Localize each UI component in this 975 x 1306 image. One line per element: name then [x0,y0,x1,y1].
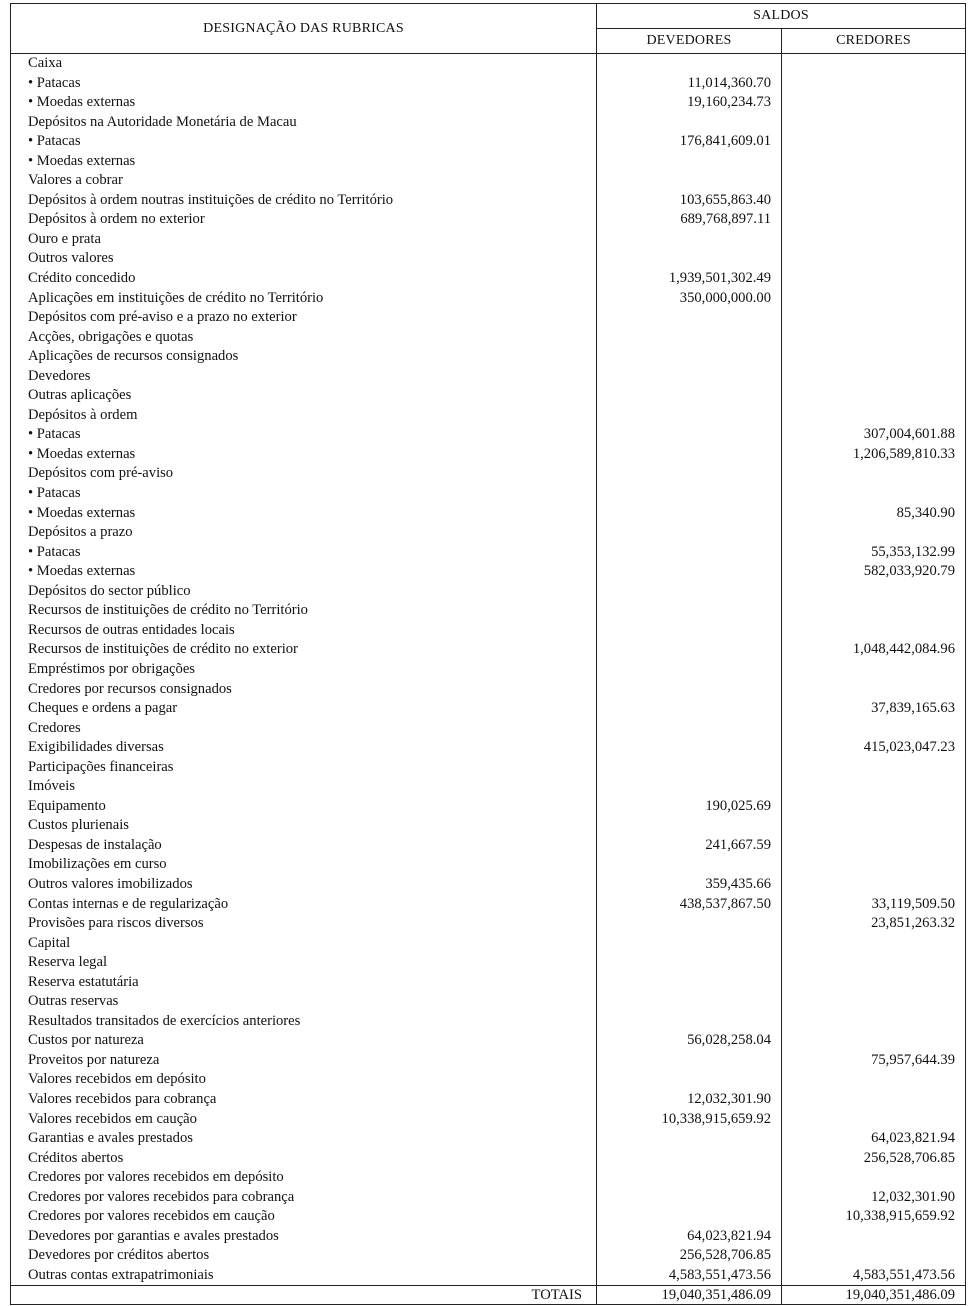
table-row [11,992,966,1012]
row-label: Outros valores [11,249,597,269]
row-label: Depósitos com pré-aviso [11,464,597,484]
table-row [11,914,966,934]
table-row [11,1031,966,1051]
table-row [11,1266,966,1286]
table-row [11,230,966,250]
row-credores [782,797,966,817]
row-devedores [597,1012,782,1032]
row-credores [782,1070,966,1090]
row-devedores [597,621,782,641]
row-credores [782,484,966,504]
row-devedores [597,1129,782,1149]
table-row [11,621,966,641]
row-label: Créditos abertos [11,1149,597,1169]
table-row [11,347,966,367]
row-label: Acções, obrigações e quotas [11,328,597,348]
row-credores: 10,338,915,659.92 [782,1207,966,1227]
row-label: Exigibilidades diversas [11,738,597,758]
row-credores [782,289,966,309]
row-label: Reserva legal [11,953,597,973]
table-row [11,855,966,875]
row-devedores [597,1168,782,1188]
row-devedores: 10,338,915,659.92 [597,1110,782,1130]
row-label: Depósitos a prazo [11,523,597,543]
row-label: Imóveis [11,777,597,797]
row-label: Depósitos na Autoridade Monetária de Macau [11,113,597,133]
table-row [11,953,966,973]
table-row [11,895,966,915]
row-devedores [597,660,782,680]
row-label: Depósitos do sector público [11,582,597,602]
row-label: • Moedas externas [11,93,597,113]
row-devedores: 256,528,706.85 [597,1246,782,1266]
row-devedores [597,386,782,406]
table-row [11,425,966,445]
row-credores [782,934,966,954]
row-credores [782,660,966,680]
table-row [11,758,966,778]
row-devedores: 103,655,863.40 [597,191,782,211]
row-credores [782,855,966,875]
table-row [11,523,966,543]
row-credores: 55,353,132.99 [782,543,966,563]
row-devedores [597,1149,782,1169]
table-row [11,93,966,113]
header-credores: CREDORES [782,29,966,54]
row-credores [782,1031,966,1051]
row-devedores [597,601,782,621]
row-label: Credores por valores recebidos em caução [11,1207,597,1227]
row-label: Outras contas extrapatrimoniais [11,1266,597,1286]
row-devedores [597,54,782,74]
row-label: Imobilizações em curso [11,855,597,875]
row-devedores [597,347,782,367]
row-credores [782,1246,966,1266]
row-devedores [597,249,782,269]
row-credores [782,113,966,133]
row-label: • Patacas [11,74,597,94]
row-label: • Moedas externas [11,562,597,582]
row-devedores [597,699,782,719]
table-row [11,1188,966,1208]
row-credores [782,1012,966,1032]
row-devedores [597,680,782,700]
row-devedores [597,992,782,1012]
row-label: Aplicações em instituições de crédito no Território [11,289,597,309]
row-devedores: 241,667.59 [597,836,782,856]
row-devedores [597,328,782,348]
row-label: • Patacas [11,132,597,152]
row-label: Depósitos à ordem [11,406,597,426]
row-label: Depósitos à ordem no exterior [11,210,597,230]
row-devedores: 12,032,301.90 [597,1090,782,1110]
row-credores [782,152,966,172]
row-devedores: 359,435.66 [597,875,782,895]
row-credores [782,328,966,348]
row-credores: 12,032,301.90 [782,1188,966,1208]
table-row [11,738,966,758]
row-devedores [597,367,782,387]
row-devedores [597,504,782,524]
balance-table [10,3,966,1305]
row-credores [782,367,966,387]
table-row [11,249,966,269]
row-devedores: 190,025.69 [597,797,782,817]
row-label: Provisões para riscos diversos [11,914,597,934]
row-devedores [597,582,782,602]
row-devedores [597,308,782,328]
row-credores [782,777,966,797]
table-row [11,816,966,836]
row-devedores [597,738,782,758]
row-credores [782,719,966,739]
table-row [11,386,966,406]
row-credores [782,1227,966,1247]
row-devedores: 4,583,551,473.56 [597,1266,782,1286]
row-devedores [597,113,782,133]
row-credores [782,132,966,152]
row-label: Valores recebidos para cobrança [11,1090,597,1110]
totals-credores: 19,040,351,486.09 [782,1286,966,1305]
row-devedores [597,543,782,563]
row-label: Ouro e prata [11,230,597,250]
row-devedores [597,484,782,504]
row-credores: 1,048,442,084.96 [782,640,966,660]
row-label: Valores recebidos em caução [11,1110,597,1130]
table-row [11,660,966,680]
header-designacao: DESIGNAÇÃO DAS RUBRICAS [11,4,597,54]
row-credores [782,406,966,426]
table-row [11,699,966,719]
row-credores: 33,119,509.50 [782,895,966,915]
row-credores [782,54,966,74]
table-row [11,1051,966,1071]
table-row [11,875,966,895]
row-credores: 582,033,920.79 [782,562,966,582]
table-row [11,289,966,309]
row-credores [782,1110,966,1130]
row-label: Despesas de instalação [11,836,597,856]
row-devedores [597,953,782,973]
row-credores [782,74,966,94]
table-row [11,719,966,739]
table-row [11,934,966,954]
row-label: Valores a cobrar [11,171,597,191]
row-devedores [597,719,782,739]
row-credores [782,93,966,113]
row-credores [782,953,966,973]
row-devedores [597,777,782,797]
row-label: • Patacas [11,484,597,504]
table-row [11,210,966,230]
row-credores [782,621,966,641]
row-label: Caixa [11,54,597,74]
table-row [11,74,966,94]
row-devedores [597,758,782,778]
row-devedores [597,464,782,484]
row-credores: 85,340.90 [782,504,966,524]
table-row [11,1012,966,1032]
table-row [11,1070,966,1090]
row-credores [782,523,966,543]
row-devedores: 350,000,000.00 [597,289,782,309]
table-row [11,1090,966,1110]
table-row [11,582,966,602]
row-credores [782,1090,966,1110]
totals-row [11,1286,966,1305]
table-row [11,680,966,700]
table-row [11,1246,966,1266]
table-row [11,191,966,211]
row-devedores [597,523,782,543]
row-devedores: 56,028,258.04 [597,1031,782,1051]
header-devedores: DEVEDORES [597,29,782,54]
row-credores [782,191,966,211]
table-row [11,601,966,621]
balance-sheet [10,3,965,1305]
row-credores [782,249,966,269]
row-label: Contas internas e de regularização [11,895,597,915]
row-credores [782,816,966,836]
row-label: Equipamento [11,797,597,817]
row-credores [782,1168,966,1188]
table-row [11,836,966,856]
row-label: Recursos de instituições de crédito no Território [11,601,597,621]
row-label: Credores por valores recebidos para cobrança [11,1188,597,1208]
row-label: Devedores por créditos abertos [11,1246,597,1266]
row-label: Devedores por garantias e avales prestados [11,1227,597,1247]
row-credores [782,464,966,484]
row-devedores [597,1188,782,1208]
table-row [11,367,966,387]
row-devedores: 438,537,867.50 [597,895,782,915]
row-label: Resultados transitados de exercícios anteriores [11,1012,597,1032]
row-devedores [597,425,782,445]
row-credores [782,973,966,993]
totals-label: TOTAIS [11,1286,597,1305]
table-row [11,973,966,993]
row-label: Valores recebidos em depósito [11,1070,597,1090]
row-credores: 4,583,551,473.56 [782,1266,966,1286]
row-label: Garantias e avales prestados [11,1129,597,1149]
row-label: Depósitos à ordem noutras instituições de crédito no Território [11,191,597,211]
row-label: Reserva estatutária [11,973,597,993]
row-devedores [597,406,782,426]
table-row [11,54,966,74]
row-label: Aplicações de recursos consignados [11,347,597,367]
row-credores: 1,206,589,810.33 [782,445,966,465]
row-credores [782,875,966,895]
row-devedores [597,445,782,465]
row-credores: 415,023,047.23 [782,738,966,758]
table-row [11,1168,966,1188]
row-devedores [597,562,782,582]
row-label: Outros valores imobilizados [11,875,597,895]
row-devedores: 19,160,234.73 [597,93,782,113]
row-credores: 23,851,263.32 [782,914,966,934]
table-row [11,562,966,582]
table-row [11,464,966,484]
row-credores [782,230,966,250]
row-credores [782,171,966,191]
row-label: Empréstimos por obrigações [11,660,597,680]
table-row [11,777,966,797]
row-devedores: 689,768,897.11 [597,210,782,230]
row-label: Recursos de instituições de crédito no exterior [11,640,597,660]
table-row [11,269,966,289]
row-credores: 307,004,601.88 [782,425,966,445]
row-devedores [597,914,782,934]
row-credores: 75,957,644.39 [782,1051,966,1071]
totals-devedores: 19,040,351,486.09 [597,1286,782,1305]
row-label: Outras aplicações [11,386,597,406]
row-label: • Patacas [11,543,597,563]
row-devedores [597,1070,782,1090]
row-devedores [597,1051,782,1071]
row-credores [782,582,966,602]
row-credores [782,992,966,1012]
row-label: Devedores [11,367,597,387]
row-devedores [597,855,782,875]
row-label: • Patacas [11,425,597,445]
row-devedores: 1,939,501,302.49 [597,269,782,289]
table-row [11,406,966,426]
row-label: Proveitos por natureza [11,1051,597,1071]
row-devedores: 64,023,821.94 [597,1227,782,1247]
row-devedores [597,934,782,954]
row-label: Credores [11,719,597,739]
row-label: • Moedas externas [11,445,597,465]
table-row [11,152,966,172]
row-label: Crédito concedido [11,269,597,289]
row-devedores [597,171,782,191]
row-credores [782,347,966,367]
table-row [11,1149,966,1169]
row-credores [782,386,966,406]
table-row [11,484,966,504]
row-credores [782,758,966,778]
row-credores [782,210,966,230]
row-label: Capital [11,934,597,954]
table-row [11,328,966,348]
header-saldos: SALDOS [597,4,966,29]
row-devedores: 176,841,609.01 [597,132,782,152]
row-credores: 256,528,706.85 [782,1149,966,1169]
row-devedores [597,816,782,836]
row-label: • Moedas externas [11,504,597,524]
row-label: Participações financeiras [11,758,597,778]
row-label: Depósitos com pré-aviso e a prazo no exterior [11,308,597,328]
row-devedores [597,640,782,660]
table-row [11,113,966,133]
row-credores [782,308,966,328]
table-row [11,1207,966,1227]
table-row [11,445,966,465]
row-devedores [597,230,782,250]
row-label: Recursos de outras entidades locais [11,621,597,641]
row-devedores [597,1207,782,1227]
table-row [11,1227,966,1247]
table-row [11,797,966,817]
row-label: Outras reservas [11,992,597,1012]
row-credores [782,269,966,289]
table-row [11,543,966,563]
row-credores [782,836,966,856]
row-credores [782,680,966,700]
row-credores: 37,839,165.63 [782,699,966,719]
row-credores [782,601,966,621]
row-label: Credores por valores recebidos em depósito [11,1168,597,1188]
table-row [11,132,966,152]
table-row [11,1110,966,1130]
row-devedores: 11,014,360.70 [597,74,782,94]
row-label: Credores por recursos consignados [11,680,597,700]
table-row [11,504,966,524]
row-devedores [597,973,782,993]
row-label: Custos plurienais [11,816,597,836]
row-label: Custos por natureza [11,1031,597,1051]
row-label: • Moedas externas [11,152,597,172]
table-body [11,54,966,1286]
row-credores: 64,023,821.94 [782,1129,966,1149]
row-label: Cheques e ordens a pagar [11,699,597,719]
table-row [11,1129,966,1149]
table-row [11,171,966,191]
row-devedores [597,152,782,172]
table-row [11,640,966,660]
table-row [11,308,966,328]
